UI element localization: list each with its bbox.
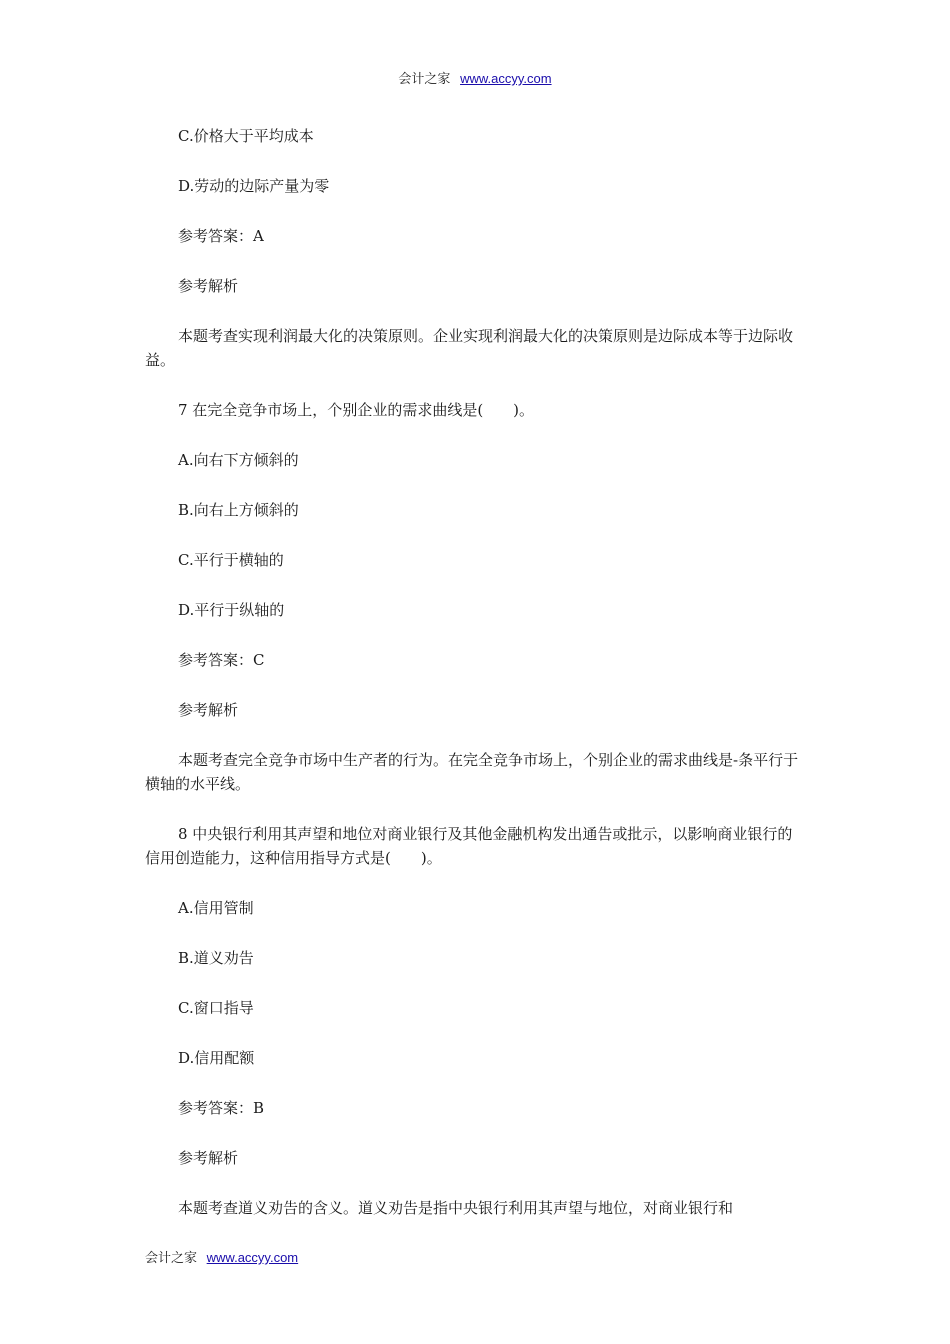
analysis-text: 本题考查完全竞争市场中生产者的行为。在完全竞争市场上，个别企业的需求曲线是-条平行于横轴的水平线。 — [145, 751, 799, 793]
option-a: A.向右下方倾斜的 — [178, 451, 299, 469]
question-7: 7 在完全竞争市场上，个别企业的需求曲线是( )。 — [178, 401, 535, 419]
option-c: C.窗口指导 — [178, 999, 254, 1017]
page-header — [0, 68, 950, 87]
option-d: D.信用配额 — [178, 1049, 255, 1067]
page-footer — [145, 1247, 298, 1266]
option-c: C.平行于横轴的 — [178, 551, 284, 569]
header-label: 会计之家 — [398, 71, 451, 86]
analysis-heading: 参考解析 — [178, 277, 239, 295]
option-c: C.价格大于平均成本 — [178, 127, 314, 145]
question-8: 8 中央银行利用其声望和地位对商业银行及其他金融机构发出通告或批示，以影响商业银行的信用创造能力，这种信用指导方式是( )。 — [145, 825, 793, 867]
footer-site-link[interactable]: www.accyy.com — [206, 1250, 299, 1265]
analysis-text: 本题考查道义劝告的含义。道义劝告是指中央银行利用其声望与地位，对商业银行和 — [178, 1199, 734, 1217]
option-d: D.平行于纵轴的 — [178, 601, 285, 619]
option-b: B.道义劝告 — [178, 949, 254, 967]
footer-label: 会计之家 — [145, 1250, 198, 1265]
answer: 参考答案：B — [178, 1099, 265, 1117]
answer: 参考答案：C — [178, 651, 265, 669]
answer: 参考答案：A — [178, 227, 264, 245]
option-d: D.劳动的边际产量为零 — [178, 177, 330, 195]
option-a: A.信用管制 — [178, 899, 254, 917]
analysis-heading: 参考解析 — [178, 701, 239, 719]
analysis-text: 本题考查实现利润最大化的决策原则。企业实现利润最大化的决策原则是边际成本等于边际收益。 — [145, 327, 794, 369]
option-b: B.向右上方倾斜的 — [178, 501, 299, 519]
document-body — [145, 124, 807, 1246]
analysis-heading: 参考解析 — [178, 1149, 239, 1167]
header-site-link[interactable]: www.accyy.com — [460, 71, 552, 86]
